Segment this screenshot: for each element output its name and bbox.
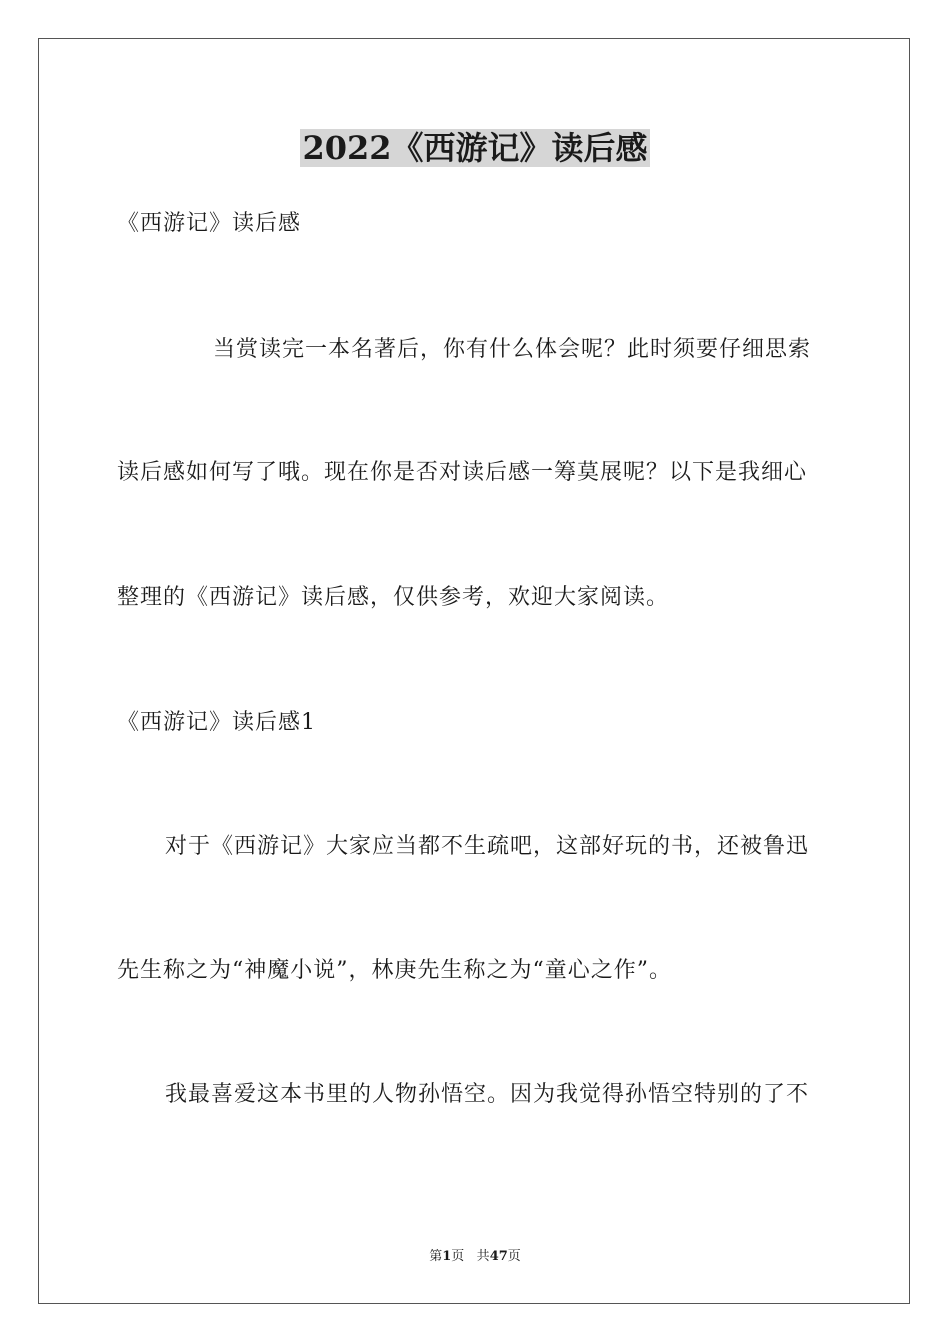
paragraph-line: 对于《西游记》大家应当都不生疏吧，这部好玩的书，还被鲁迅	[165, 834, 810, 859]
section-heading: 《西游记》读后感1	[117, 710, 316, 735]
paragraph-line: 当赏读完一本名著后，你有什么体会呢？此时须要仔细思索	[213, 337, 812, 362]
document-title	[0, 126, 950, 170]
page-number: 1	[442, 1249, 452, 1264]
paragraph-line: 我最喜爱这本书里的人物孙悟空。因为我觉得孙悟空特别的了不	[165, 1082, 810, 1107]
paragraph-line: 整理的《西游记》读后感，仅供参考，欢迎大家阅读。	[117, 585, 670, 610]
total-pages: 47	[489, 1249, 508, 1264]
document-title-text: 2022《西游记》读后感	[302, 129, 648, 167]
page-number-prefix: 第	[429, 1249, 443, 1264]
page-footer	[0, 1247, 950, 1267]
paragraph-line: 读后感如何写了哦。现在你是否对读后感一筹莫展呢？以下是我细心	[117, 460, 808, 485]
page-number-suffix: 页	[451, 1249, 465, 1264]
total-pages-prefix: 共	[476, 1249, 490, 1264]
section-heading: 《西游记》读后感	[117, 211, 302, 236]
paragraph-line: 先生称之为“神魔小说”，林庚先生称之为“童心之作”。	[117, 958, 672, 983]
total-pages-suffix: 页	[507, 1249, 521, 1264]
